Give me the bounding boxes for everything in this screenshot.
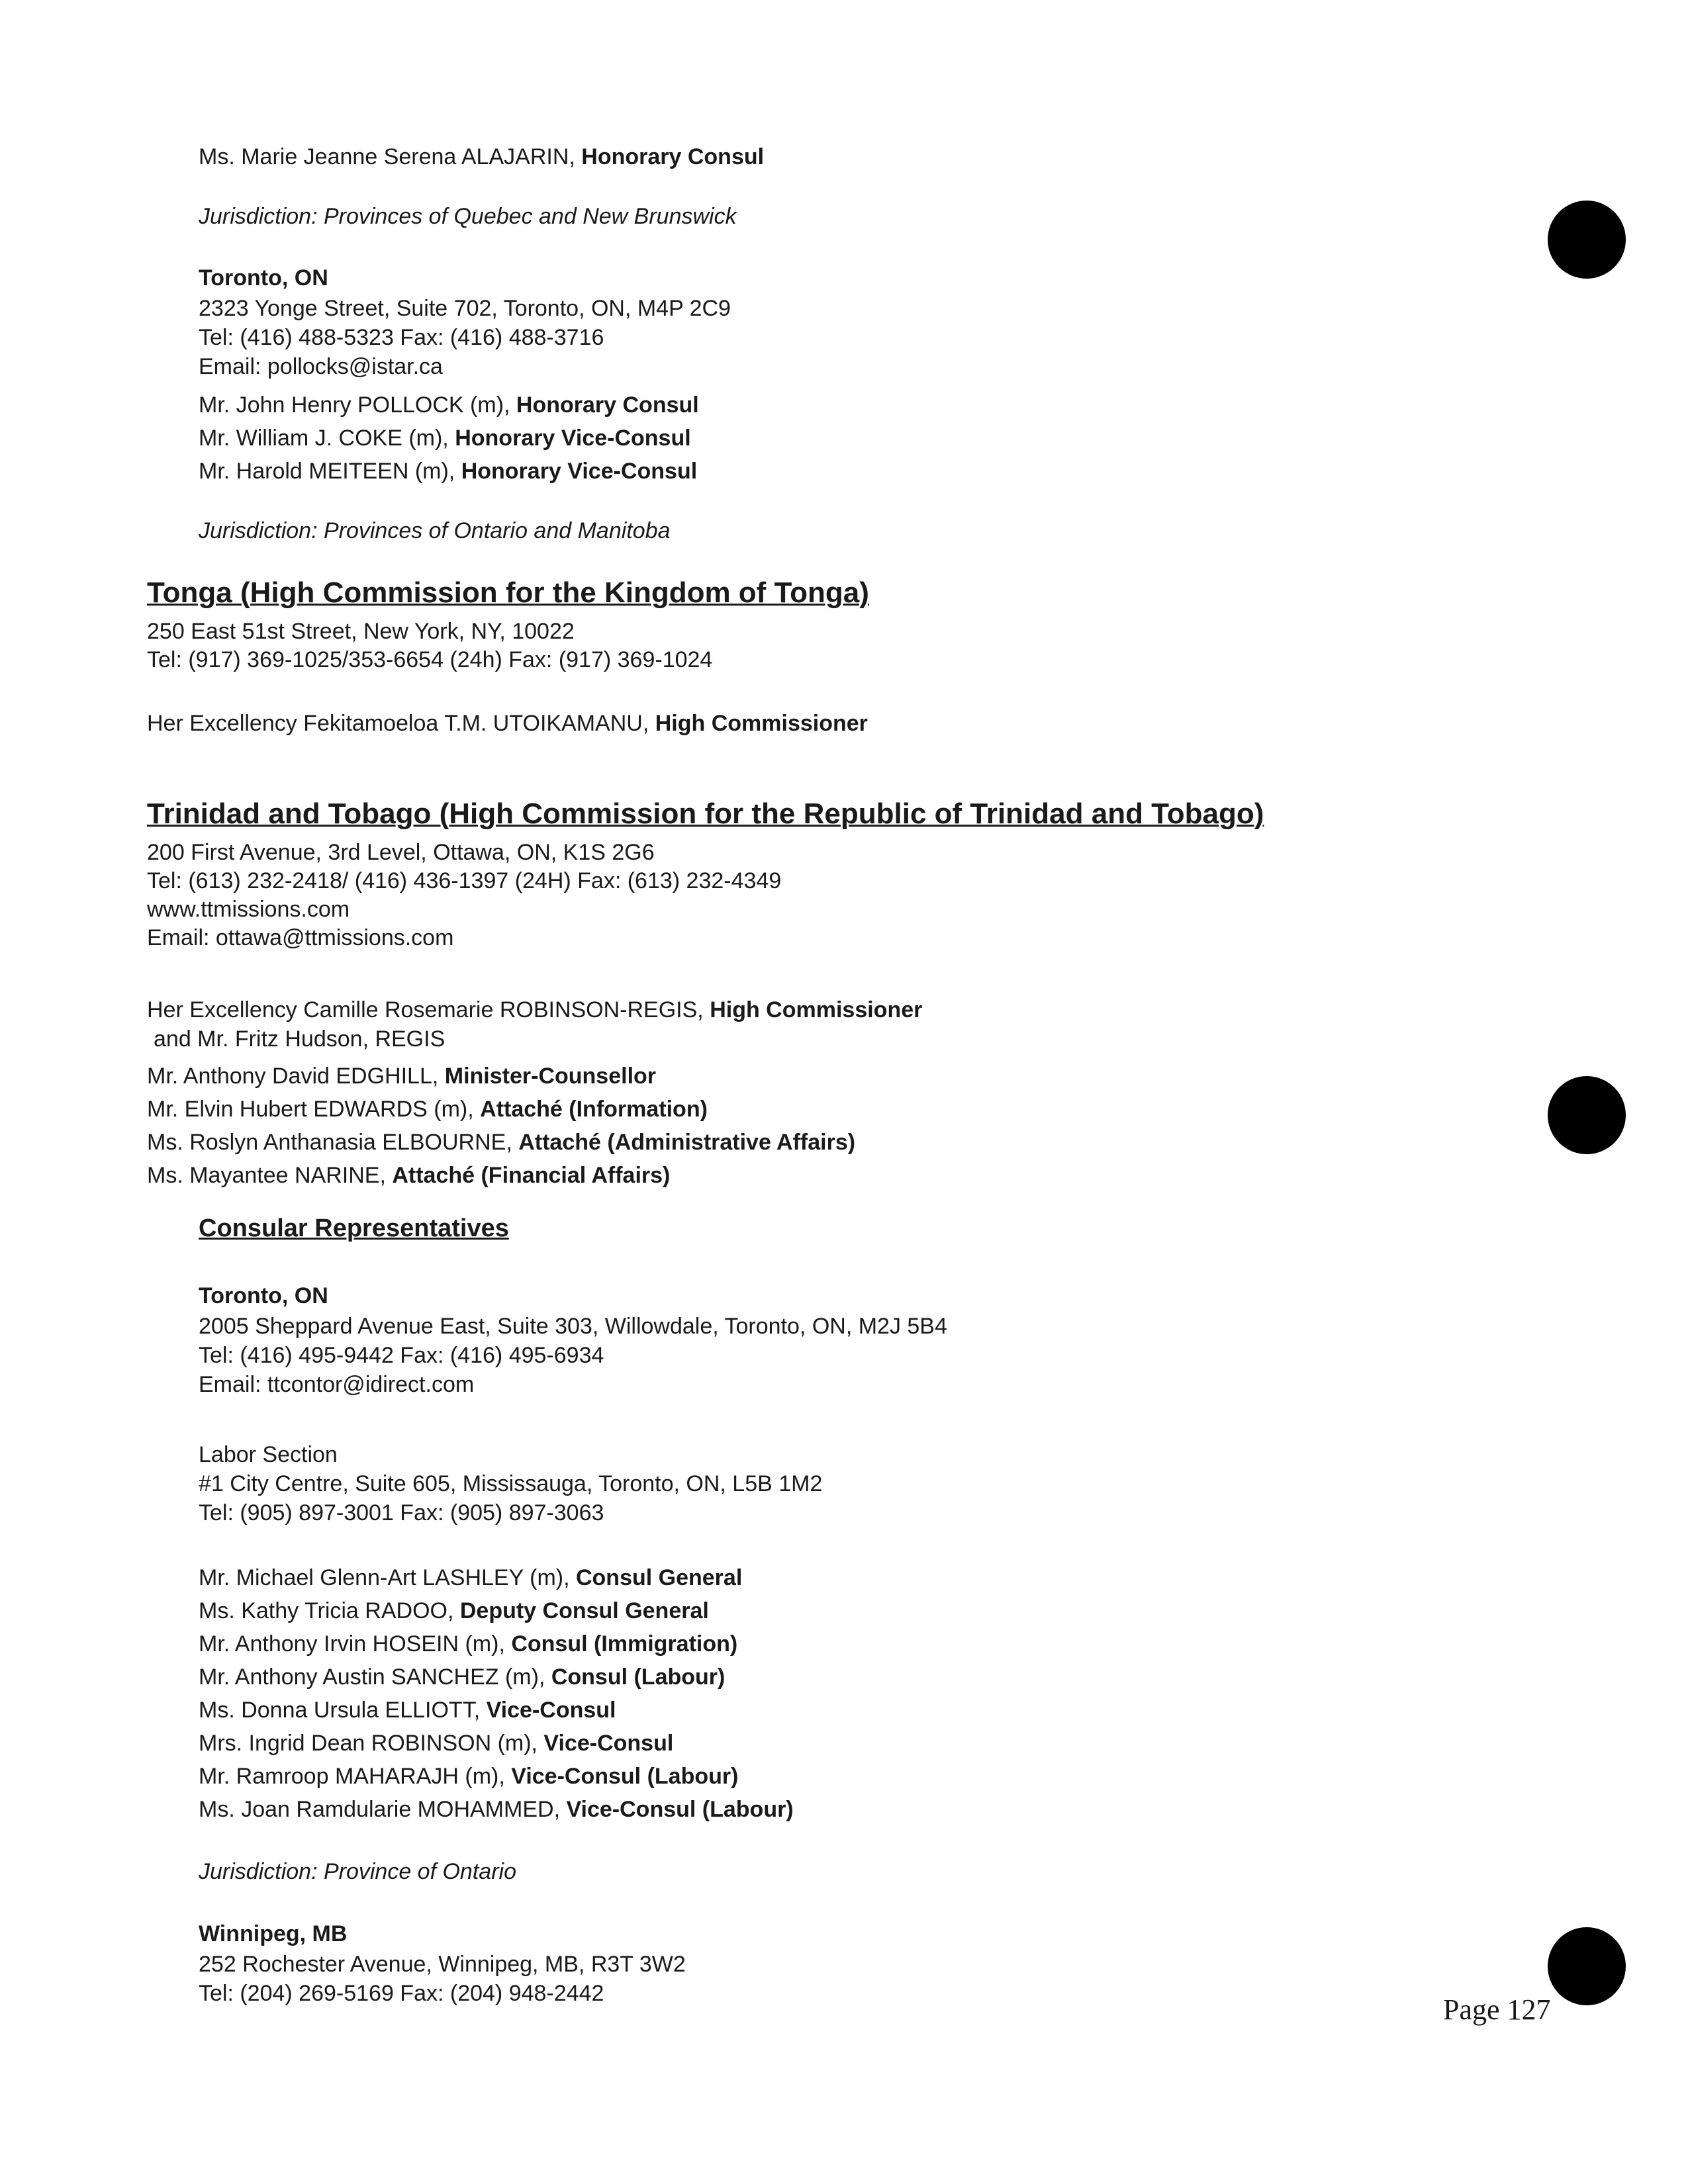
person-name: Ms. Donna Ursula ELLIOTT, — [199, 1698, 487, 1723]
person-name: Mr. Anthony Irvin HOSEIN (m), — [199, 1631, 512, 1657]
person-title: Honorary Vice-Consul — [461, 459, 698, 484]
office-tel-fax: Tel: (917) 369-1025/353-6654 (24h) Fax: (917) 369-1024 — [147, 647, 713, 672]
person-entry — [199, 144, 764, 170]
person-title: Honorary Consul — [516, 392, 699, 418]
office-address: 250 East 51st Street, New York, NY, 10022 — [147, 619, 575, 644]
person-entry — [147, 710, 868, 737]
person-entry — [199, 1763, 738, 1790]
person-name: Her Excellency Camille Rosemarie ROBINSON-REGIS, — [147, 997, 710, 1023]
person-title: High Commissioner — [655, 711, 868, 736]
person-name: Mr. John Henry POLLOCK (m), — [199, 392, 516, 418]
office-city: Toronto, ON — [199, 1283, 328, 1308]
office-address: 2005 Sheppard Avenue East, Suite 303, Willowdale, Toronto, ON, M2J 5B4 — [199, 1314, 947, 1339]
spouse-line: and Mr. Fritz Hudson, REGIS — [154, 1026, 445, 1052]
person-title: Minister-Counsellor — [444, 1064, 657, 1089]
person-name: Ms. Kathy Tricia RADOO, — [199, 1598, 460, 1623]
person-entry — [147, 1162, 670, 1189]
person-entry — [199, 1796, 794, 1823]
person-name: Mrs. Ingrid Dean ROBINSON (m), — [199, 1731, 544, 1756]
person-name: Her Excellency Fekitamoeloa T.M. UTOIKAMANU, — [147, 711, 655, 736]
person-title: Consul (Immigration) — [511, 1631, 738, 1657]
person-entry — [199, 458, 697, 484]
person-name: Ms. Mayantee NARINE, — [147, 1163, 393, 1188]
jurisdiction-note: Jurisdiction: Province of Ontario — [199, 1859, 516, 1884]
person-title: Vice-Consul — [543, 1731, 674, 1756]
person-entry — [199, 1730, 673, 1756]
person-name: Ms. Joan Ramdularie MOHAMMED, — [199, 1797, 567, 1822]
person-title: Vice-Consul — [486, 1698, 616, 1723]
office-tel-fax: Tel: (204) 269-5169 Fax: (204) 948-2442 — [199, 1981, 604, 2006]
office-tel-fax: Tel: (905) 897-3001 Fax: (905) 897-3063 — [199, 1500, 604, 1525]
country-heading: Tonga (High Commission for the Kingdom of Tonga) — [147, 576, 869, 609]
person-entry — [147, 1063, 656, 1089]
office-email: Email: ottawa@ttmissions.com — [147, 925, 454, 950]
person-name: Mr. Harold MEITEEN (m), — [199, 459, 461, 484]
jurisdiction-note: Jurisdiction: Provinces of Quebec and New Brunswick — [199, 204, 737, 229]
jurisdiction-note: Jurisdiction: Provinces of Ontario and Manitoba — [199, 518, 671, 543]
office-email: Email: ttcontor@idirect.com — [199, 1372, 475, 1397]
person-title: Honorary Consul — [581, 144, 765, 169]
office-city: Winnipeg, MB — [199, 1921, 348, 1946]
person-title: Vice-Consul (Labour) — [566, 1797, 794, 1822]
person-name: Ms. Roslyn Anthanasia ELBOURNE, — [147, 1130, 519, 1155]
person-entry — [147, 1129, 855, 1156]
office-address: #1 City Centre, Suite 605, Mississauga, Toronto, ON, L5B 1M2 — [199, 1471, 823, 1496]
office-email: Email: pollocks@istar.ca — [199, 354, 443, 379]
punch-hole — [1548, 1076, 1626, 1154]
office-city: Toronto, ON — [199, 265, 328, 291]
person-title: Attaché (Financial Affairs) — [392, 1163, 671, 1188]
punch-hole — [1548, 1927, 1626, 2005]
person-entry — [199, 1598, 709, 1624]
person-name: Mr. Ramroop MAHARAJH (m), — [199, 1764, 512, 1789]
person-name: Mr. Elvin Hubert EDWARDS (m), — [147, 1097, 481, 1122]
person-title: Honorary Vice-Consul — [455, 426, 691, 451]
office-tel-fax: Tel: (416) 488-5323 Fax: (416) 488-3716 — [199, 325, 604, 350]
person-name: Mr. Anthony Austin SANCHEZ (m), — [199, 1664, 551, 1690]
office-address: 200 First Avenue, 3rd Level, Ottawa, ON, K1S 2G6 — [147, 840, 655, 865]
person-name: Ms. Marie Jeanne Serena ALAJARIN, — [199, 144, 582, 169]
person-entry — [199, 1664, 725, 1690]
section-heading: Consular Representatives — [199, 1214, 509, 1242]
person-entry — [199, 1697, 616, 1723]
person-entry — [199, 1565, 742, 1591]
office-tel-fax: Tel: (613) 232-2418/ (416) 436-1397 (24H) Fax: (613) 232-4349 — [147, 868, 782, 893]
office-address: 2323 Yonge Street, Suite 702, Toronto, ON, M4P 2C9 — [199, 296, 731, 321]
person-title: Attaché (Information) — [480, 1097, 708, 1122]
person-entry — [199, 425, 691, 451]
person-name: Mr. Michael Glenn-Art LASHLEY (m), — [199, 1565, 576, 1590]
person-title: Attaché (Administrative Affairs) — [518, 1130, 856, 1155]
person-title: Deputy Consul General — [459, 1598, 709, 1623]
punch-hole — [1548, 201, 1626, 279]
person-entry — [199, 392, 699, 418]
office-tel-fax: Tel: (416) 495-9442 Fax: (416) 495-6934 — [199, 1343, 604, 1368]
country-heading: Trinidad and Tobago (High Commission for the Republic of Trinidad and Tobago) — [147, 797, 1264, 830]
page-number: Page 127 — [1443, 1993, 1551, 2026]
person-title: Vice-Consul (Labour) — [511, 1764, 739, 1789]
office-address: 252 Rochester Avenue, Winnipeg, MB, R3T 3W2 — [199, 1952, 686, 1977]
person-title: Consul (Labour) — [551, 1664, 726, 1690]
person-title: High Commissioner — [710, 997, 923, 1023]
person-entry — [199, 1631, 737, 1657]
person-name: Mr. William J. COKE (m), — [199, 426, 455, 451]
person-name: Mr. Anthony David EDGHILL, — [147, 1064, 445, 1089]
person-title: Consul General — [575, 1565, 743, 1590]
person-entry — [147, 997, 922, 1023]
office-website: www.ttmissions.com — [147, 897, 350, 922]
labor-section-label: Labor Section — [199, 1442, 338, 1467]
person-entry — [147, 1096, 708, 1122]
